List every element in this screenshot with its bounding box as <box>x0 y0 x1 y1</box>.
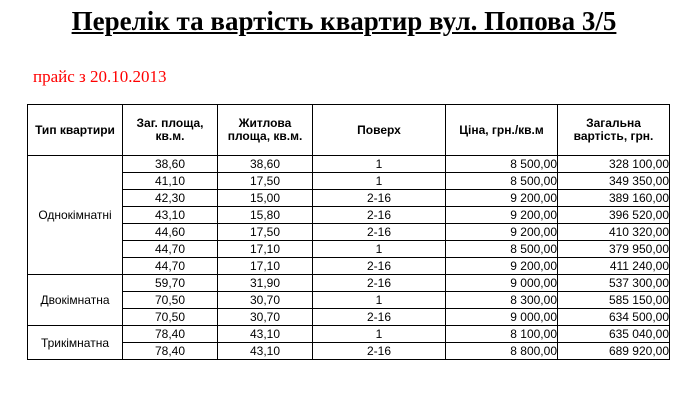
total-cost-cell: 689 920,00 <box>558 343 670 360</box>
page-title: Перелік та вартість квартир вул. Попова 3/5 <box>71 6 617 36</box>
total-cost-cell: 537 300,00 <box>558 275 670 292</box>
total-area-cell: 70,50 <box>123 309 218 326</box>
total-cost-cell: 635 040,00 <box>558 326 670 343</box>
floor-cell: 2-16 <box>313 258 446 275</box>
column-header-total-area: Заг. площа, кв.м. <box>123 105 218 156</box>
living-area-cell: 43,10 <box>218 343 313 360</box>
table-header-row <box>28 105 670 156</box>
table-row <box>28 258 670 275</box>
price-cell: 8 100,00 <box>446 326 558 343</box>
floor-cell: 2-16 <box>313 224 446 241</box>
total-cost-cell: 389 160,00 <box>558 190 670 207</box>
total-area-cell: 42,30 <box>123 190 218 207</box>
total-area-cell: 44,70 <box>123 258 218 275</box>
total-area-cell: 70,50 <box>123 292 218 309</box>
total-cost-cell: 585 150,00 <box>558 292 670 309</box>
total-area-cell: 44,70 <box>123 241 218 258</box>
living-area-cell: 30,70 <box>218 292 313 309</box>
living-area-cell: 38,60 <box>218 156 313 173</box>
floor-cell: 1 <box>313 156 446 173</box>
living-area-cell: 43,10 <box>218 326 313 343</box>
table-row <box>28 156 670 173</box>
table-row <box>28 241 670 258</box>
floor-cell: 2-16 <box>313 190 446 207</box>
floor-cell: 1 <box>313 292 446 309</box>
floor-cell: 1 <box>313 241 446 258</box>
price-cell: 9 200,00 <box>446 207 558 224</box>
floor-cell: 2-16 <box>313 207 446 224</box>
price-date-subtitle: прайс з 20.10.2013 <box>33 67 167 86</box>
price-cell: 8 500,00 <box>446 173 558 190</box>
price-cell: 9 000,00 <box>446 309 558 326</box>
total-cost-cell: 379 950,00 <box>558 241 670 258</box>
column-header-price: Ціна, грн./кв.м <box>446 105 558 156</box>
floor-cell: 1 <box>313 173 446 190</box>
price-cell: 8 500,00 <box>446 156 558 173</box>
price-cell: 9 200,00 <box>446 258 558 275</box>
living-area-cell: 17,50 <box>218 224 313 241</box>
living-area-cell: 17,10 <box>218 241 313 258</box>
apartment-price-table <box>27 104 670 360</box>
living-area-cell: 15,80 <box>218 207 313 224</box>
total-area-cell: 43,10 <box>123 207 218 224</box>
total-area-cell: 59,70 <box>123 275 218 292</box>
table-row <box>28 224 670 241</box>
table-row <box>28 275 670 292</box>
table-row <box>28 326 670 343</box>
total-area-cell: 78,40 <box>123 343 218 360</box>
price-cell: 9 200,00 <box>446 190 558 207</box>
price-cell: 8 300,00 <box>446 292 558 309</box>
floor-cell: 2-16 <box>313 309 446 326</box>
table-row <box>28 292 670 309</box>
living-area-cell: 30,70 <box>218 309 313 326</box>
price-cell: 9 200,00 <box>446 224 558 241</box>
table-row <box>28 190 670 207</box>
living-area-cell: 17,50 <box>218 173 313 190</box>
apartment-type-cell: Двокімнатна <box>28 275 123 326</box>
living-area-cell: 15,00 <box>218 190 313 207</box>
price-cell: 8 800,00 <box>446 343 558 360</box>
table-row <box>28 173 670 190</box>
column-header-floor: Поверх <box>313 105 446 156</box>
table-row <box>28 309 670 326</box>
apartment-type-cell: Трикімнатна <box>28 326 123 360</box>
total-cost-cell: 634 500,00 <box>558 309 670 326</box>
total-cost-cell: 410 320,00 <box>558 224 670 241</box>
column-header-type: Тип квартири <box>28 105 123 156</box>
price-cell: 9 000,00 <box>446 275 558 292</box>
total-area-cell: 38,60 <box>123 156 218 173</box>
total-area-cell: 44,60 <box>123 224 218 241</box>
total-cost-cell: 349 350,00 <box>558 173 670 190</box>
total-cost-cell: 328 100,00 <box>558 156 670 173</box>
living-area-cell: 17,10 <box>218 258 313 275</box>
living-area-cell: 31,90 <box>218 275 313 292</box>
table-body <box>28 156 670 360</box>
price-cell: 8 500,00 <box>446 241 558 258</box>
total-area-cell: 41,10 <box>123 173 218 190</box>
floor-cell: 1 <box>313 326 446 343</box>
apartment-type-cell: Однокімнатні <box>28 156 123 275</box>
table-row <box>28 343 670 360</box>
column-header-total-cost: Загальна вартість, грн. <box>558 105 670 156</box>
total-cost-cell: 396 520,00 <box>558 207 670 224</box>
column-header-living-area: Житлова площа, кв.м. <box>218 105 313 156</box>
total-cost-cell: 411 240,00 <box>558 258 670 275</box>
floor-cell: 2-16 <box>313 343 446 360</box>
table-row <box>28 207 670 224</box>
total-area-cell: 78,40 <box>123 326 218 343</box>
floor-cell: 2-16 <box>313 275 446 292</box>
